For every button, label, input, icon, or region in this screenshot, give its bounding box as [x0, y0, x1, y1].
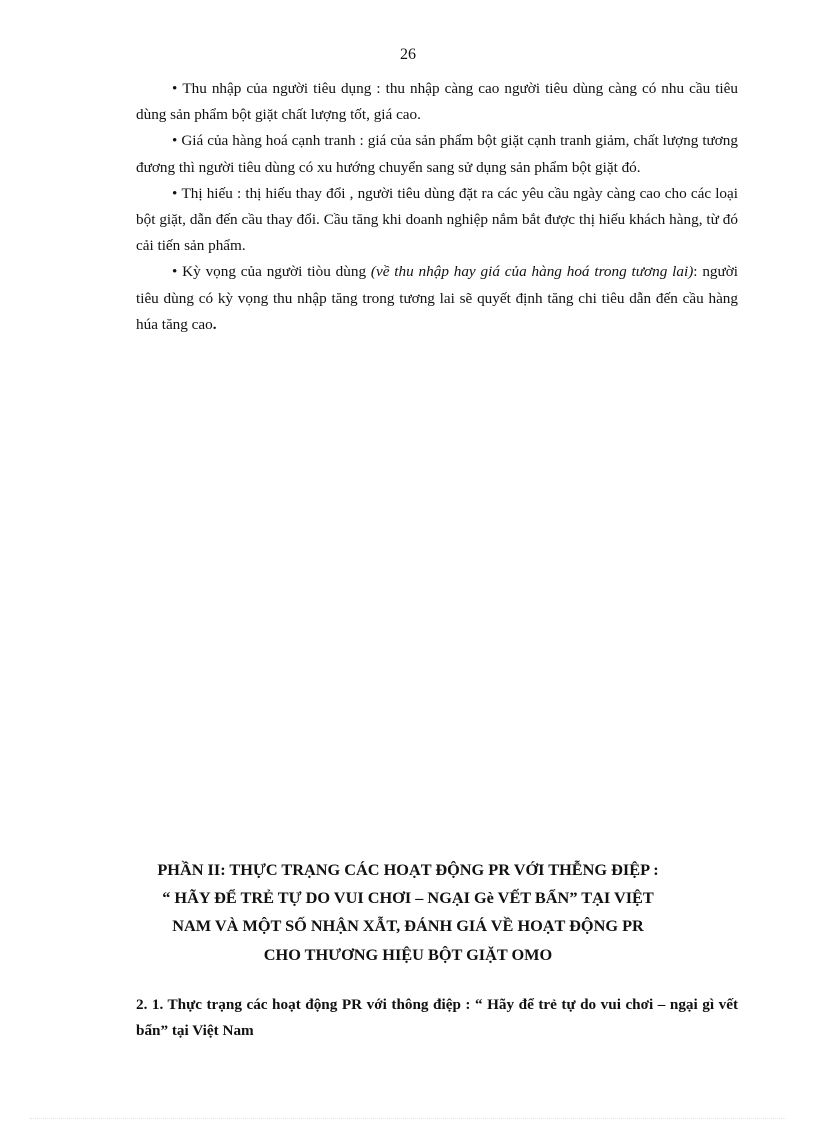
bullet-list: [136, 76, 738, 338]
bullet-lead: Kỳ vọng của người tiòu dùng: [182, 263, 371, 281]
bullet-item: [136, 181, 738, 260]
bullet-tail: .: [212, 315, 217, 333]
heading-line: NAM VÀ MỘT SỐ NHẬN XẪT, ĐÁNH GIÁ VỀ HOẠT ĐỘNG PR: [172, 916, 644, 936]
section-heading: [120, 856, 696, 969]
subsection-heading: 2. 1. Thực trạng các hoạt động PR với thông điệp : “ Hãy để trẻ tự do vui chơi – ngại gì vết bẩn” tại Việt Nam: [136, 996, 738, 1039]
bullet-text: : người tiêu dùng có kỳ vọng thu nhập tăng trong tương lai sẽ quyết định tăng chi tiêu dẫn đến cầu hàng húa tăng cao: [136, 263, 739, 333]
bullet-text: Thị hiếu : thị hiếu thay đổi , người tiêu dùng đặt ra các yêu cầu ngày càng cao cho các loại bột giặt, dẫn đến cầu thay đổi. Cầu tăng khi doanh nghiệp nắm bắt được thị hiếu khách hàng, từ đó cải tiến sản phẩm.: [136, 184, 738, 255]
bullet-text: Giá của hàng hoá cạnh tranh : giá của sản phẩm bột giặt cạnh tranh giảm, chất lượng tương đương thì người tiêu dùng có xu hướng chuyển sang sử dụng sản phẩm bột giặt đó.: [136, 132, 738, 176]
page-bottom-border: [30, 1118, 786, 1119]
bullet-text: Thu nhập của người tiêu dụng : thu nhập càng cao người tiêu dùng càng có nhu cầu tiêu dùng sản phẩm bột giặt chất lượng tốt, giá cao.: [136, 80, 738, 124]
bullet-item: [136, 128, 738, 180]
page-number: 26: [400, 46, 416, 63]
heading-line: PHẦN II: THỰC TRẠNG CÁC HOẠT ĐỘNG PR VỚI THỄNG ĐIỆP :: [157, 860, 659, 879]
bullet-item: [136, 76, 738, 128]
heading-line: CHO THƯƠNG HIỆU BỘT GIẶT OMO: [263, 944, 553, 964]
bullet-item: [136, 259, 738, 338]
bullet-italic: (về thu nhập hay giá của hàng hoá trong tương lai): [370, 263, 694, 281]
heading-line: “ HÃY ĐỂ TRẺ TỰ DO VUI CHƠI – NGẠI Gè VẾT BẨN” TẠI VIỆT: [162, 888, 654, 908]
